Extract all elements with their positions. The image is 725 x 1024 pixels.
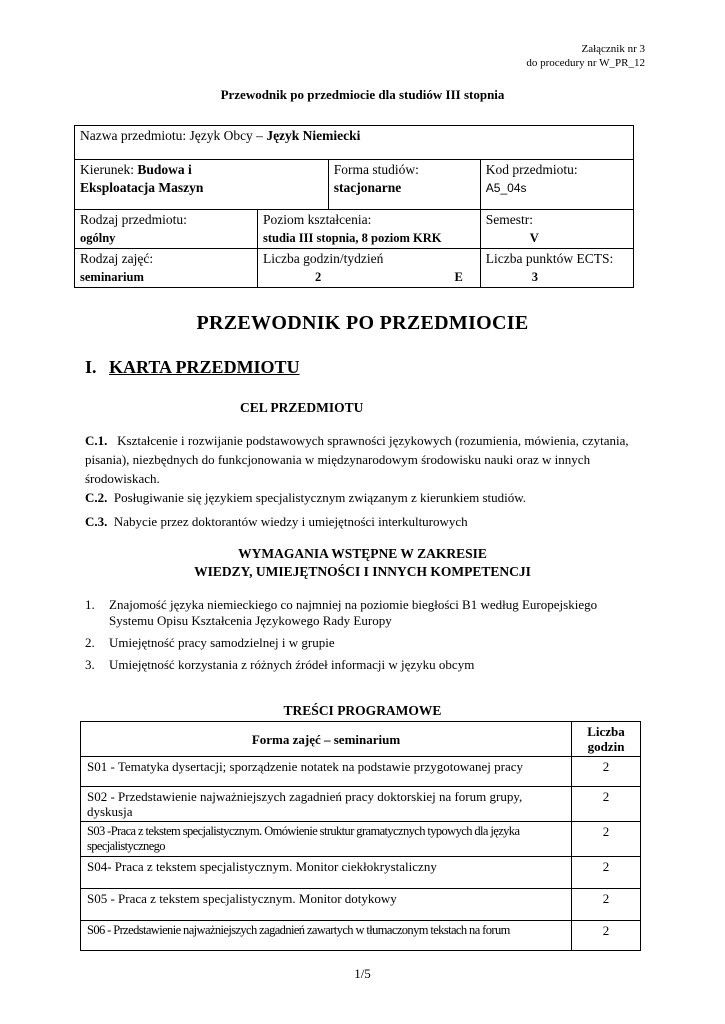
code-value: A5_04s — [485, 181, 527, 195]
requirement-item — [85, 597, 645, 629]
hours-cell: 2 — [572, 822, 641, 857]
goal-text: Nabycie przez doktorantów wiedzy i umiejętności interkulturowych — [113, 514, 468, 529]
topic-cell: S03 -Praca z tekstem specjalistycznym. Omówienie struktur gramatycznych typowych dla języka specjalistycznego — [81, 822, 572, 857]
topic-cell: S06 - Przedstawienie najważniejszych zagadnień zawartych w tłumaczonym tekstach na forum — [81, 921, 572, 951]
hours-label: Liczba godzin/tydzień — [263, 251, 384, 266]
table-row — [81, 787, 641, 822]
table-row — [81, 857, 641, 889]
annex-note — [526, 42, 645, 70]
program-content-table — [80, 721, 641, 951]
form-value: stacjonarne — [333, 180, 402, 195]
section-heading — [85, 357, 300, 378]
study-form-cell — [328, 160, 480, 210]
requirement-item — [85, 635, 645, 651]
hours-value: 2 — [315, 270, 322, 284]
hours-per-week-cell — [258, 249, 481, 288]
requirements-heading — [0, 545, 725, 581]
topic-cell — [81, 787, 572, 822]
class-type-cell — [75, 249, 258, 288]
field-value-1: Budowa i — [137, 162, 192, 177]
annex-line-2: do procedury nr W_PR_12 — [526, 57, 645, 69]
annex-line-1: Załącznik nr 3 — [581, 43, 645, 55]
hours-cell: 2 — [572, 787, 641, 822]
hours-cell: 2 — [572, 757, 641, 787]
topic-cell: S05 - Praca z tekstem specjalistycznym. Monitor dotykowy — [81, 889, 572, 921]
goal-code: C.3. — [85, 514, 108, 529]
section-title: KARTA PRZEDMIOTU — [109, 357, 300, 377]
ects-value: 3 — [531, 270, 539, 284]
requirement-text: Znajomość języka niemieckiego co najmniej na poziomie biegłości B1 według Europejskiego Systemu Opisu Kształcenia Językowego Rady Europy — [109, 597, 598, 628]
requirement-item — [85, 657, 645, 673]
subject-name-cell — [75, 126, 634, 160]
field-of-study-cell — [75, 160, 329, 210]
table-row — [81, 921, 641, 951]
requirements-heading-line-2: WIEDZY, UMIEJĘTNOŚCI I INNYCH KOMPETENCJI — [194, 564, 531, 579]
subject-type-cell — [75, 210, 258, 249]
hours-column-header — [572, 722, 641, 757]
hours-cell: 2 — [572, 889, 641, 921]
table-row — [81, 822, 641, 857]
requirement-number: 1. — [85, 597, 95, 612]
semester-value: V — [529, 231, 539, 245]
requirement-number: 2. — [85, 635, 95, 650]
ects-label: Liczba punktów ECTS: — [485, 251, 614, 266]
goal-item — [85, 488, 640, 507]
requirement-text: Umiejętność korzystania z różnych źródeł informacji w języku obcym — [109, 657, 475, 672]
goal-text: Posługiwanie się językiem specjalistycznym związanym z kierunkiem studiów. — [113, 490, 527, 505]
subject-info-table — [74, 125, 634, 288]
subject-value: Język Niemiecki — [266, 128, 361, 143]
hours-header-line-1: Liczba — [587, 724, 625, 739]
table-row — [81, 889, 641, 921]
subject-code-cell — [480, 160, 633, 210]
requirement-text: Umiejętność pracy samodzielnej i w grupie — [109, 635, 335, 650]
education-level-cell — [258, 210, 481, 249]
ects-cell — [480, 249, 633, 288]
exam-marker: E — [454, 270, 463, 284]
class-type-label: Rodzaj zajęć: — [80, 251, 154, 266]
document-title: Przewodnik po przedmiocie dla studiów III stopnia — [220, 87, 505, 102]
form-column-header: Forma zajęć – seminarium — [81, 722, 572, 757]
section-number: I. — [85, 357, 97, 377]
type-value: ogólny — [80, 231, 116, 245]
semester-cell — [480, 210, 633, 249]
hours-cell: 2 — [572, 857, 641, 889]
field-value-2: Eksploatacja Maszyn — [80, 180, 204, 195]
hours-header-line-2: godzin — [587, 739, 625, 754]
table-row — [81, 757, 641, 787]
page-number: 1/5 — [354, 966, 371, 981]
goal-item — [85, 431, 640, 488]
topic-text: S02 - Przedstawienie najważniejszych zagadnień pracy doktorskiej na forum grupy, dyskusja — [87, 789, 523, 819]
semester-label: Semestr: — [485, 212, 534, 227]
program-heading: TREŚCI PROGRAMOWE — [283, 703, 442, 718]
class-type-value: seminarium — [80, 270, 144, 284]
goals-heading: CEL PRZEDMIOTU — [240, 400, 364, 415]
goal-code: C.1. — [85, 433, 108, 448]
goal-item — [85, 512, 640, 531]
field-label: Kierunek: — [80, 162, 138, 177]
topic-cell: S04- Praca z tekstem specjalistycznym. Monitor ciekłokrystaliczny — [81, 857, 572, 889]
subject-label: Nazwa przedmiotu: Język Obcy – — [80, 128, 267, 143]
form-label: Forma studiów: — [333, 162, 419, 177]
code-label: Kod przedmiotu: — [485, 162, 578, 177]
type-label: Rodzaj przedmiotu: — [80, 212, 187, 227]
goal-text: Kształcenie i rozwijanie podstawowych sprawności językowych (rozumienia, mówienia, czytania, pisania), niezbędnych do funkcjonowania w międzynarodowym środowisku nauki oraz w innych środowiskach. — [85, 433, 629, 486]
topic-cell: S01 - Tematyka dysertacji; sporządzenie notatek na podstawie przygotowanej pracy — [81, 757, 572, 787]
goal-code: C.2. — [85, 490, 108, 505]
main-title: PRZEWODNIK PO PRZEDMIOCIE — [196, 312, 529, 334]
requirements-heading-line-1: WYMAGANIA WSTĘPNE W ZAKRESIE — [238, 546, 487, 561]
requirements-list — [85, 597, 645, 679]
level-value: studia III stopnia, 8 poziom KRK — [263, 231, 442, 245]
requirement-number: 3. — [85, 657, 95, 672]
hours-cell: 2 — [572, 921, 641, 951]
level-label: Poziom kształcenia: — [263, 212, 372, 227]
